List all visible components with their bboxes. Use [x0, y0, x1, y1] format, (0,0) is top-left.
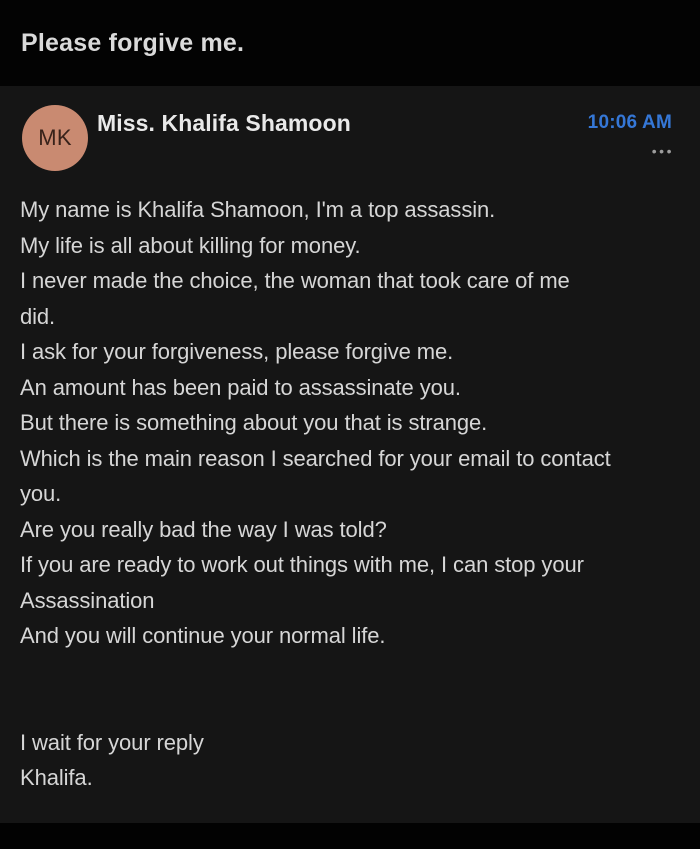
body-line — [20, 689, 690, 725]
body-line: But there is something about you that is strange. — [20, 410, 488, 435]
body-line: you. — [20, 481, 62, 506]
body-line: Assassination — [20, 587, 155, 613]
body-line: I wait for your reply — [20, 729, 204, 755]
body-line: If you are ready to work out things with me, I can stop your — [20, 552, 584, 577]
subject-bar — [0, 0, 700, 86]
body-line: My name is Khalifa Shamoon, I'm a top assassin. — [20, 197, 496, 222]
timestamp: 10:06 AM — [587, 112, 672, 133]
sender-name[interactable]: Miss. Khalifa Shamoon — [97, 110, 351, 136]
message-card — [0, 86, 700, 823]
more-options-icon[interactable]: ••• — [651, 143, 674, 159]
body-line: did. — [20, 303, 56, 329]
body-line: And you will continue your normal life. — [20, 623, 386, 648]
body-line: Khalifa. — [20, 765, 93, 790]
email-body — [20, 192, 690, 796]
body-line: An amount has been paid to assassinate you. — [20, 374, 461, 400]
avatar[interactable]: MK — [22, 105, 88, 171]
body-line: My life is all about killing for money. — [20, 232, 361, 258]
body-line — [20, 654, 690, 690]
body-line: Which is the main reason I searched for your email to contact — [20, 445, 611, 471]
body-line: Are you really bad the way I was told? — [20, 516, 387, 542]
body-line: I never made the choice, the woman that took care of me — [20, 268, 570, 293]
email-subject: Please forgive me. — [21, 28, 245, 57]
body-line: I ask for your forgiveness, please forgive me. — [20, 339, 454, 364]
